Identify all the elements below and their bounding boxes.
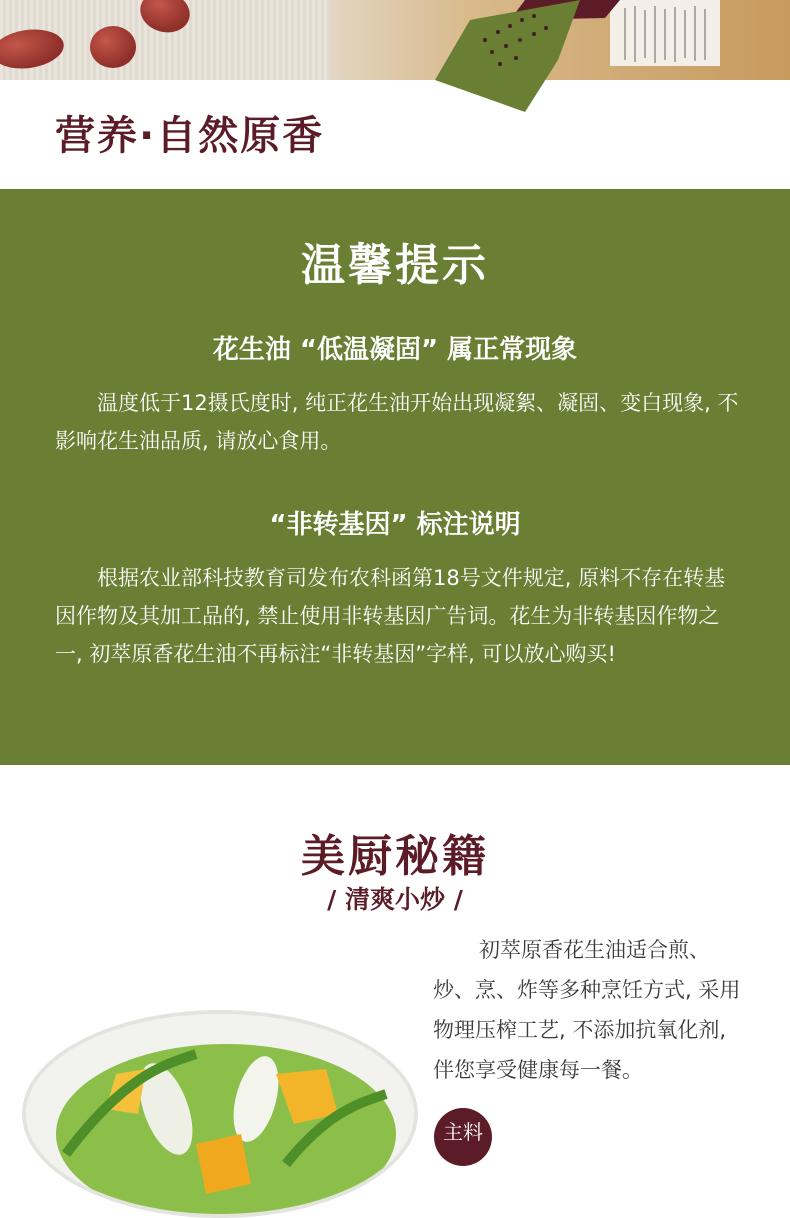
headline: 营养·自然原香 [55,113,325,159]
recipe-description: 初萃原香花生油适合煎、炒、烹、炸等多种烹饪方式, 采用物理压榨工艺, 不添加抗氧化剂, 伴您享受健康每一餐。 [433,938,741,1082]
recipe-subtitle: / 清爽小炒 / [327,885,463,914]
stir-fry-image [26,1014,414,1214]
tip-heading: “非转基因” 标注说明 [269,510,521,540]
leaf-decoration [430,0,730,112]
dish-photo [22,1010,418,1218]
tip-body: 根据农业部科技教育司发布农科函第18号文件规定, 原料不存在转基因作物及其加工品的, 禁止使用非转基因广告词。花生为非转基因作物之一, 初萃原香花生油不再标注“非转基因”字样, 可以放心购买! [55,566,726,666]
recipe-title: 美厨秘籍 [301,831,489,882]
tips-panel [0,189,790,765]
ingredient-badge: 主料 [434,1108,492,1166]
tip-body: 温度低于12摄氏度时, 纯正花生油开始出现凝絮、凝固、变白现象, 不影响花生油品质, 请放心食用。 [55,391,739,453]
peanut-image [90,26,136,68]
tip-heading: 花生油 “低温凝固” 属正常现象 [212,335,578,365]
tips-title: 温馨提示 [301,240,489,291]
